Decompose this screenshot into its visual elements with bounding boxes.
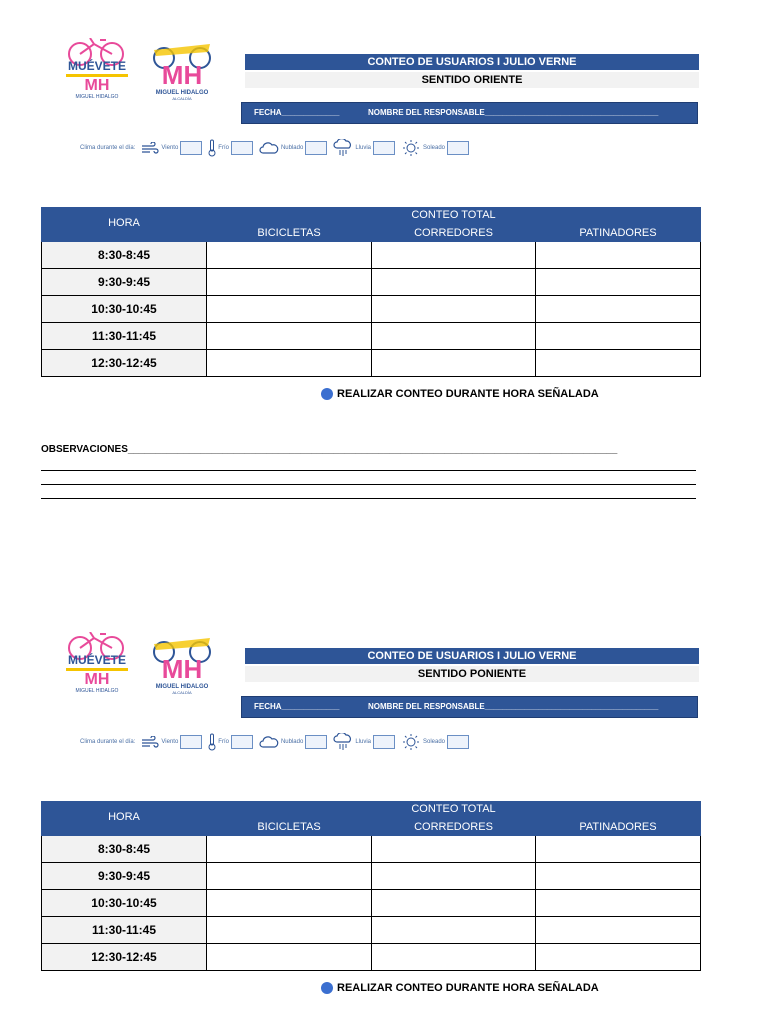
viento-checkbox[interactable] — [180, 141, 202, 155]
wind-icon — [141, 142, 159, 154]
lluvia-checkbox[interactable] — [373, 735, 395, 749]
input-cell[interactable] — [536, 242, 701, 269]
cloud-icon — [259, 141, 279, 155]
form-poniente — [0, 594, 768, 994]
svg-text:MIGUEL HIDALGO: MIGUEL HIDALGO — [75, 94, 119, 100]
input-cell[interactable] — [207, 350, 372, 377]
weather-viento: Viento — [141, 141, 202, 155]
weather-row — [80, 733, 475, 751]
form-subtitle: SENTIDO ORIENTE — [245, 72, 699, 88]
info-bar — [241, 696, 698, 718]
fecha-field[interactable]: FECHA_____________ — [254, 108, 340, 117]
table-row: 11:30-11:45 — [42, 323, 701, 350]
input-cell[interactable] — [372, 836, 536, 863]
mh-alcaldia-logo — [150, 40, 214, 102]
table-header — [42, 208, 701, 242]
svg-text:ALCALDÍA: ALCALDÍA — [172, 690, 192, 695]
input-cell[interactable] — [372, 917, 536, 944]
viento-checkbox[interactable] — [180, 735, 202, 749]
weather-label: Clima durante el día: — [80, 145, 136, 151]
svg-text:MUÉVETE: MUÉVETE — [67, 653, 127, 667]
nublado-checkbox[interactable] — [305, 141, 327, 155]
form-subtitle: SENTIDO PONIENTE — [245, 666, 699, 682]
input-cell[interactable] — [536, 323, 701, 350]
input-cell[interactable] — [207, 323, 372, 350]
table-header — [42, 802, 701, 836]
input-cell[interactable] — [536, 296, 701, 323]
input-cell[interactable] — [372, 890, 536, 917]
col-corredores: CONTEO TOTAL CORREDORES — [372, 208, 536, 242]
conteo-table — [41, 801, 701, 971]
frio-checkbox[interactable] — [231, 141, 253, 155]
thermometer-icon — [208, 733, 216, 751]
wind-icon — [141, 736, 159, 748]
col-bicicletas: BICICLETAS — [207, 802, 372, 836]
input-cell[interactable] — [536, 269, 701, 296]
weather-nublado: Nublado — [259, 141, 327, 155]
bullet-icon — [321, 388, 333, 400]
conteo-total-label: CONTEO TOTAL — [411, 803, 496, 815]
form-title: CONTEO DE USUARIOS I JULIO VERNE — [245, 648, 699, 664]
table-row: 10:30-10:45 — [42, 890, 701, 917]
svg-text:MH: MH — [84, 671, 110, 688]
soleado-checkbox[interactable] — [447, 141, 469, 155]
info-bar — [241, 102, 698, 124]
svg-text:MUÉVETE: MUÉVETE — [67, 59, 127, 73]
table-row: 12:30-12:45 — [42, 944, 701, 971]
input-cell[interactable] — [207, 296, 372, 323]
mh-alcaldia-logo — [150, 634, 214, 696]
weather-lluvia: Lluvia — [333, 733, 395, 751]
svg-text:MIGUEL HIDALGO: MIGUEL HIDALGO — [155, 90, 209, 96]
form-title: CONTEO DE USUARIOS I JULIO VERNE — [245, 54, 699, 70]
observaciones-line[interactable] — [41, 470, 696, 471]
sun-icon — [401, 139, 421, 157]
soleado-checkbox[interactable] — [447, 735, 469, 749]
svg-text:ALCALDÍA: ALCALDÍA — [172, 96, 192, 101]
weather-frio: Frío — [208, 733, 253, 751]
input-cell[interactable] — [536, 350, 701, 377]
form-oriente — [0, 0, 768, 400]
input-cell[interactable] — [207, 242, 372, 269]
col-corredores: CONTEO TOTAL CORREDORES — [372, 802, 536, 836]
rain-icon — [333, 139, 353, 157]
table-row: 12:30-12:45 — [42, 350, 701, 377]
input-cell[interactable] — [207, 863, 372, 890]
input-cell[interactable] — [372, 296, 536, 323]
observaciones-label[interactable]: OBSERVACIONES________________________________________________________________________________________ — [41, 444, 618, 455]
input-cell[interactable] — [207, 944, 372, 971]
muevete-logo — [60, 632, 134, 696]
bullet-icon — [321, 982, 333, 994]
input-cell[interactable] — [207, 836, 372, 863]
observaciones-line[interactable] — [41, 498, 696, 499]
svg-text:MH: MH — [84, 77, 110, 94]
input-cell[interactable] — [536, 917, 701, 944]
input-cell[interactable] — [207, 890, 372, 917]
weather-soleado: Soleado — [401, 139, 469, 157]
muevete-logo — [60, 38, 134, 102]
note: REALIZAR CONTEO DURANTE HORA SEÑALADA — [321, 982, 599, 994]
input-cell[interactable] — [536, 890, 701, 917]
svg-text:MIGUEL HIDALGO: MIGUEL HIDALGO — [155, 684, 209, 690]
input-cell[interactable] — [207, 917, 372, 944]
weather-row — [80, 139, 475, 157]
svg-text:MH: MH — [161, 60, 203, 90]
input-cell[interactable] — [536, 944, 701, 971]
input-cell[interactable] — [372, 242, 536, 269]
input-cell[interactable] — [536, 863, 701, 890]
col-patinadores: PATINADORES — [536, 802, 701, 836]
note: REALIZAR CONTEO DURANTE HORA SEÑALADA — [321, 388, 599, 400]
lluvia-checkbox[interactable] — [373, 141, 395, 155]
table-row: 8:30-8:45 — [42, 836, 701, 863]
weather-soleado: Soleado — [401, 733, 469, 751]
input-cell[interactable] — [372, 863, 536, 890]
input-cell[interactable] — [207, 269, 372, 296]
frio-checkbox[interactable] — [231, 735, 253, 749]
table-row: 8:30-8:45 — [42, 242, 701, 269]
svg-text:MH: MH — [161, 654, 203, 684]
conteo-total-label: CONTEO TOTAL — [411, 209, 496, 221]
table-row: 9:30-9:45 — [42, 863, 701, 890]
cloud-icon — [259, 735, 279, 749]
svg-text:MIGUEL HIDALGO: MIGUEL HIDALGO — [75, 688, 119, 694]
col-hora: HORA — [42, 208, 207, 242]
weather-lluvia: Lluvia — [333, 139, 395, 157]
sun-icon — [401, 733, 421, 751]
weather-nublado: Nublado — [259, 735, 327, 749]
input-cell[interactable] — [372, 323, 536, 350]
weather-viento: Viento — [141, 735, 202, 749]
col-patinadores: PATINADORES — [536, 208, 701, 242]
input-cell[interactable] — [372, 269, 536, 296]
input-cell[interactable] — [536, 836, 701, 863]
weather-frio: Frío — [208, 139, 253, 157]
responsable-field[interactable]: NOMBRE DEL RESPONSABLE_______________________________________ — [368, 108, 659, 117]
table-row: 9:30-9:45 — [42, 269, 701, 296]
col-hora: HORA — [42, 802, 207, 836]
conteo-table — [41, 207, 701, 377]
input-cell[interactable] — [372, 944, 536, 971]
thermometer-icon — [208, 139, 216, 157]
col-bicicletas: BICICLETAS — [207, 208, 372, 242]
observaciones-line[interactable] — [41, 484, 696, 485]
responsable-field[interactable]: NOMBRE DEL RESPONSABLE_______________________________________ — [368, 702, 659, 711]
table-row: 11:30-11:45 — [42, 917, 701, 944]
rain-icon — [333, 733, 353, 751]
table-row: 10:30-10:45 — [42, 296, 701, 323]
fecha-field[interactable]: FECHA_____________ — [254, 702, 340, 711]
input-cell[interactable] — [372, 350, 536, 377]
nublado-checkbox[interactable] — [305, 735, 327, 749]
weather-label: Clima durante el día: — [80, 739, 136, 745]
